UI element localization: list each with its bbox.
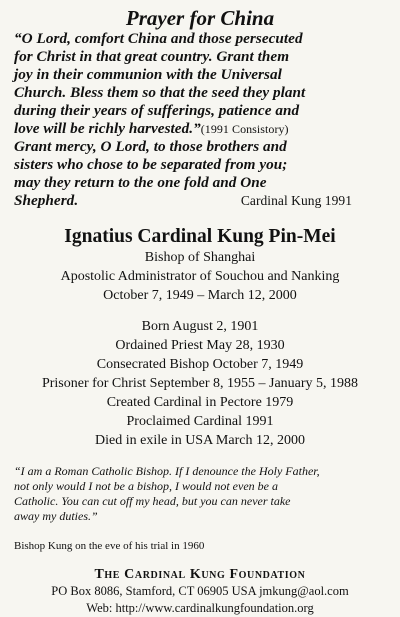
- bishop-quote: [14, 464, 386, 554]
- quote-line: “I am a Roman Catholic Bishop. If I denounce the Holy Father,: [14, 464, 320, 478]
- quote-line: Catholic. You can cut off my head, but you can never take: [14, 494, 291, 508]
- prayer-line: during their years of sufferings, patience and: [14, 102, 300, 119]
- bio-title-line: Apostolic Administrator of Souchou and Nanking: [60, 269, 340, 284]
- bio-event: Born August 2, 1901: [141, 319, 259, 334]
- prayer-line: may they return to the one fold and One: [14, 174, 267, 191]
- foundation-name-text: The Cardinal Kung Foundation: [94, 567, 306, 582]
- prayer-line: “O Lord, comfort China and those persecuted: [14, 30, 303, 47]
- prayer-line: for Christ in that great country. Grant them: [14, 48, 290, 65]
- quote-line: away my duties.”: [14, 509, 98, 523]
- bio-event: Proclaimed Cardinal 1991: [126, 414, 274, 429]
- prayer-title: Prayer for China: [125, 6, 275, 30]
- foundation-contact: [14, 583, 386, 617]
- bio-title-line: Bishop of Shanghai: [144, 250, 256, 265]
- bio-event: Prisoner for Christ September 8, 1955 – January 5, 1988: [41, 376, 359, 391]
- prayer-text: [14, 30, 386, 210]
- foundation-name: [14, 566, 386, 583]
- bio-event: Created Cardinal in Pectore 1979: [106, 395, 294, 410]
- quote-attribution: Bishop Kung on the eve of his trial in 1960: [14, 540, 205, 552]
- prayer-line: love will be richly harvested.”: [14, 120, 201, 137]
- prayer-line-with-citation: [14, 120, 386, 138]
- foundation-address: PO Box 8086, Stamford, CT 06905 USA jmkung@aol.com: [51, 584, 349, 598]
- quote-last-line: [14, 509, 386, 554]
- prayer-last-line: [14, 192, 386, 210]
- bio-event: Ordained Priest May 28, 1930: [115, 338, 285, 353]
- bio-event: Died in exile in USA March 12, 2000: [95, 433, 305, 448]
- prayer-line: sisters who chose to be separated from you;: [14, 156, 288, 173]
- prayer-line: Shepherd.: [14, 192, 79, 209]
- quote-line: not only would I not be a bishop, I would not even be a: [14, 479, 278, 493]
- prayer-signature: Cardinal Kung 1991: [240, 193, 352, 208]
- prayer-line: Church. Bless them so that the seed they plant: [14, 84, 306, 101]
- bio-titles: [14, 248, 386, 305]
- bio-title-line: October 7, 1949 – March 12, 2000: [103, 288, 297, 303]
- cardinal-name: Ignatius Cardinal Kung Pin-Mei: [64, 226, 336, 247]
- bio-event: Consecrated Bishop October 7, 1949: [96, 357, 304, 372]
- foundation-website: Web: http://www.cardinalkungfoundation.org: [86, 601, 314, 615]
- prayer-line: Grant mercy, O Lord, to those brothers and: [14, 138, 287, 155]
- prayer-line: joy in their communion with the Universal: [14, 66, 282, 83]
- bio-events: [14, 317, 386, 450]
- prayer-citation: (1991 Consistory): [200, 122, 289, 136]
